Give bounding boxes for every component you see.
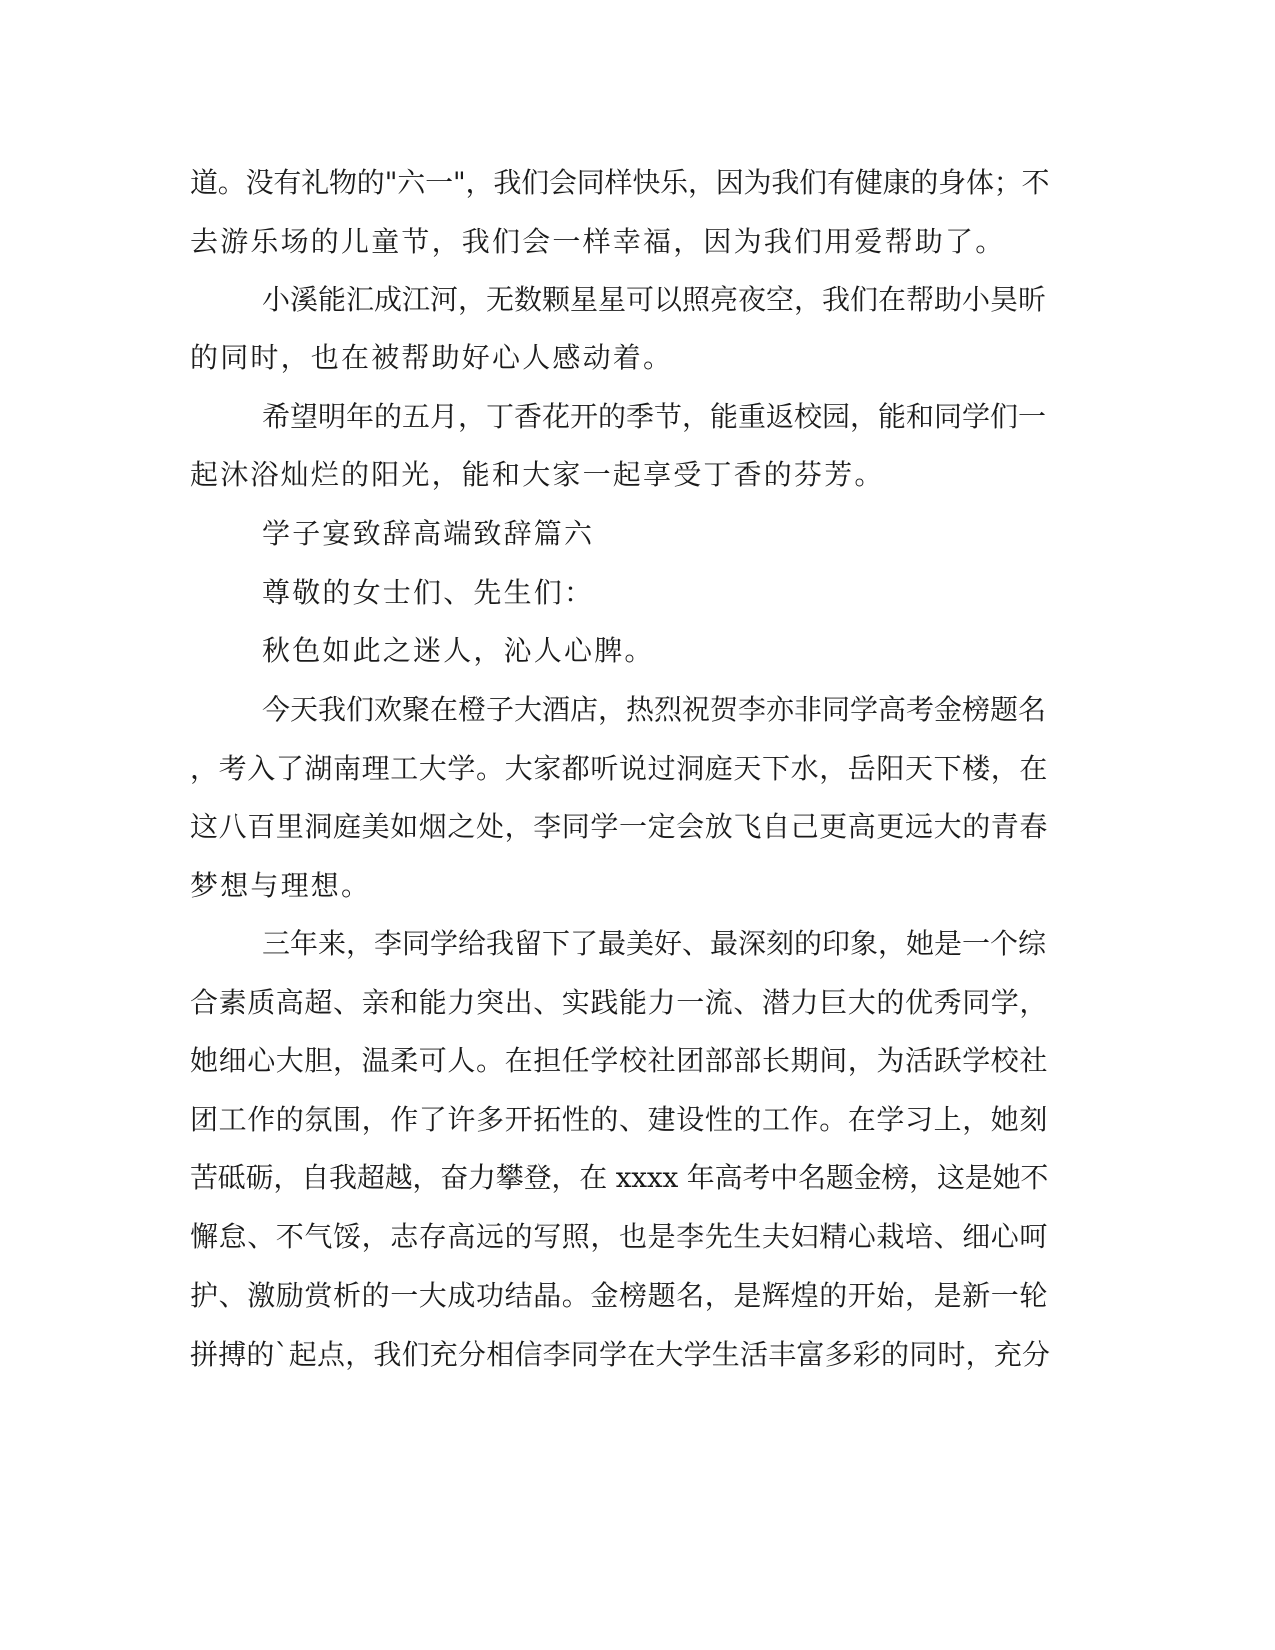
text-line: 道。没有礼物的"六一"，我们会同样快乐，因为我们有健康的身体；不 bbox=[190, 166, 1050, 199]
text-line: 她细心大胆，温柔可人。在担任学校社团部部长期间，为活跃学校社 bbox=[190, 1044, 1049, 1077]
text-line: 起沐浴灿烂的阳光，能和大家一起享受丁香的芬芳。 bbox=[190, 458, 885, 491]
text-line: 苦砥砺，自我超越，奋力攀登，在 xxxx 年高考中名题金榜，这是她不 bbox=[190, 1161, 1049, 1194]
paragraph-first-line: 希望明年的五月，丁香花开的季节，能重返校园，能和同学们一 bbox=[262, 400, 1047, 433]
paragraph-first-line: 今天我们欢聚在橙子大酒店，热烈祝贺李亦非同学高考金榜题名 bbox=[262, 693, 1047, 726]
paragraph-first-line: 三年来，李同学给我留下了最美好、最深刻的印象，她是一个综 bbox=[262, 927, 1047, 960]
salutation: 尊敬的女士们、先生们： bbox=[262, 576, 595, 609]
text-line: 团工作的氛围，作了许多开拓性的、建设性的工作。在学习上，她刻 bbox=[190, 1103, 1049, 1136]
section-heading: 学子宴致辞高端致辞篇六 bbox=[262, 517, 595, 550]
text-line: 护、激励赏析的一大成功结晶。金榜题名，是辉煌的开始，是新一轮 bbox=[190, 1279, 1049, 1312]
text-line: 拼搏的`起点，我们充分相信李同学在大学生活丰富多彩的同时，充分 bbox=[190, 1338, 1051, 1371]
text-line: 的同时，也在被帮助好心人感动着。 bbox=[190, 341, 674, 374]
text-line: 去游乐场的儿童节，我们会一样幸福，因为我们用爱帮助了。 bbox=[190, 225, 1006, 258]
text-line: 这八百里洞庭美如烟之处，李同学一定会放飞自己更高更远大的青春 bbox=[190, 810, 1049, 843]
paragraph-first-line: 秋色如此之迷人，沁人心脾。 bbox=[262, 634, 655, 667]
text-line: 懈怠、不气馁，志存高远的写照，也是李先生夫妇精心栽培、细心呵 bbox=[190, 1220, 1049, 1253]
text-line: 合素质高超、亲和能力突出、实践能力一流、潜力巨大的优秀同学， bbox=[190, 986, 1049, 1019]
paragraph-first-line: 小溪能汇成江河，无数颗星星可以照亮夜空，我们在帮助小昊昕 bbox=[262, 283, 1047, 316]
text-line: ，考入了湖南理工大学。大家都听说过洞庭天下水，岳阳天下楼，在 bbox=[190, 752, 1049, 785]
text-line: 梦想与理想。 bbox=[190, 869, 372, 902]
